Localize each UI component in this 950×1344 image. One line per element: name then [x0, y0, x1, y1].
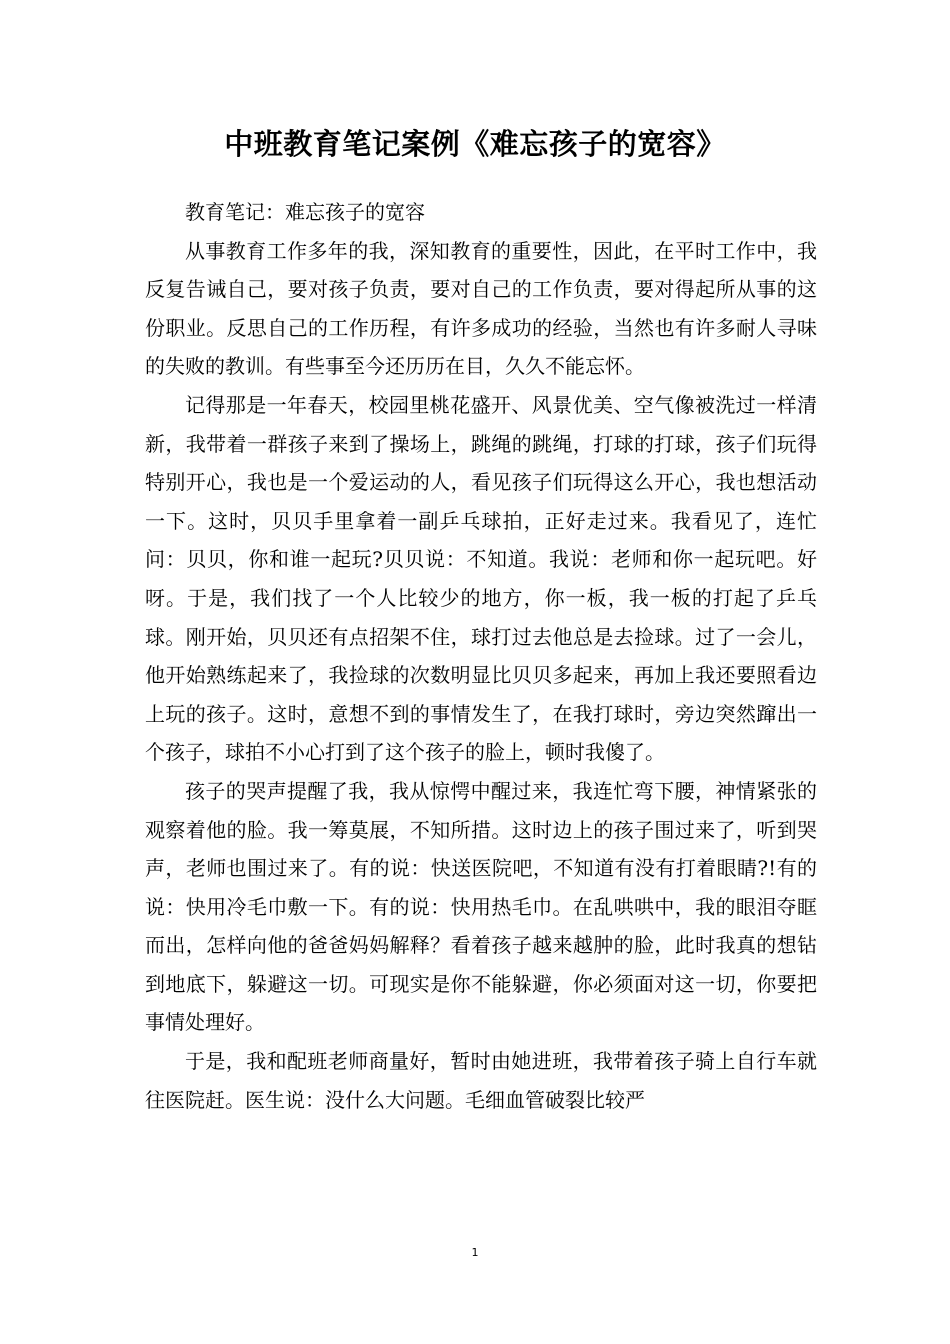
- paragraph-spring-story: 记得那是一年春天，校园里桃花盛开、风景优美、空气像被洗过一样清新，我带着一群孩子来到了操场上，跳绳的跳绳，打球的打球，孩子们玩得特别开心，我也是一个爱运动的人，看见孩子们玩得这么开心，我也想活动一下。这时，贝贝手里拿着一副乒乓球拍，正好走过来。我看见了，连忙问：贝贝，你和谁一起玩?贝贝说：不知道。我说：老师和你一起玩吧。好呀。于是，我们找了一个人比较少的地方，你一板，我一板的打起了乒乓球。刚开始，贝贝还有点招架不住，球打过去他总是去捡球。过了一会儿，他开始熟练起来了，我捡球的次数明显比贝贝多起来，再加上我还要照看边上玩的孩子。这时，意想不到的事情发生了，在我打球时，旁边突然蹿出一个孩子，球拍不小心打到了这个孩子的脸上，顿时我傻了。: [145, 392, 817, 765]
- document-body: [145, 193, 817, 1119]
- paragraph-hospital: 于是，我和配班老师商量好，暂时由她进班，我带着孩子骑上自行车就往医院赶。医生说：没什么大问题。毛细血管破裂比较严: [145, 1049, 817, 1112]
- paragraph-subtitle: 教育笔记：难忘孩子的宽容: [185, 200, 425, 224]
- paragraph-reflection: 从事教育工作多年的我，深知教育的重要性，因此，在平时工作中，我反复告诫自己，要对孩子负责，要对自己的工作负责，要对得起所从事的这份职业。反思自己的工作历程，有许多成功的经验，当然也有许多耐人寻味的失败的教训。有些事至今还历历在目，久久不能忘怀。: [145, 238, 817, 379]
- paragraph-child-crying: 孩子的哭声提醒了我，我从惊愕中醒过来，我连忙弯下腰，神情紧张的观察着他的脸。我一筹莫展，不知所措。这时边上的孩子围过来了，听到哭声，老师也围过来了。有的说：快送医院吧，不知道有没有打着眼睛?!有的说：快用冷毛巾敷一下。有的说：快用热毛巾。在乱哄哄中，我的眼泪夺眶而出，怎样向他的爸爸妈妈解释？看着孩子越来越肿的脸，此时我真的想钻到地底下，躲避这一切。可现实是你不能躲避，你必须面对这一切，你要把事情处理好。: [145, 778, 817, 1035]
- page-number: 1: [471, 1246, 479, 1259]
- document-title: 中班教育笔记案例《难忘孩子的宽容》: [224, 127, 726, 161]
